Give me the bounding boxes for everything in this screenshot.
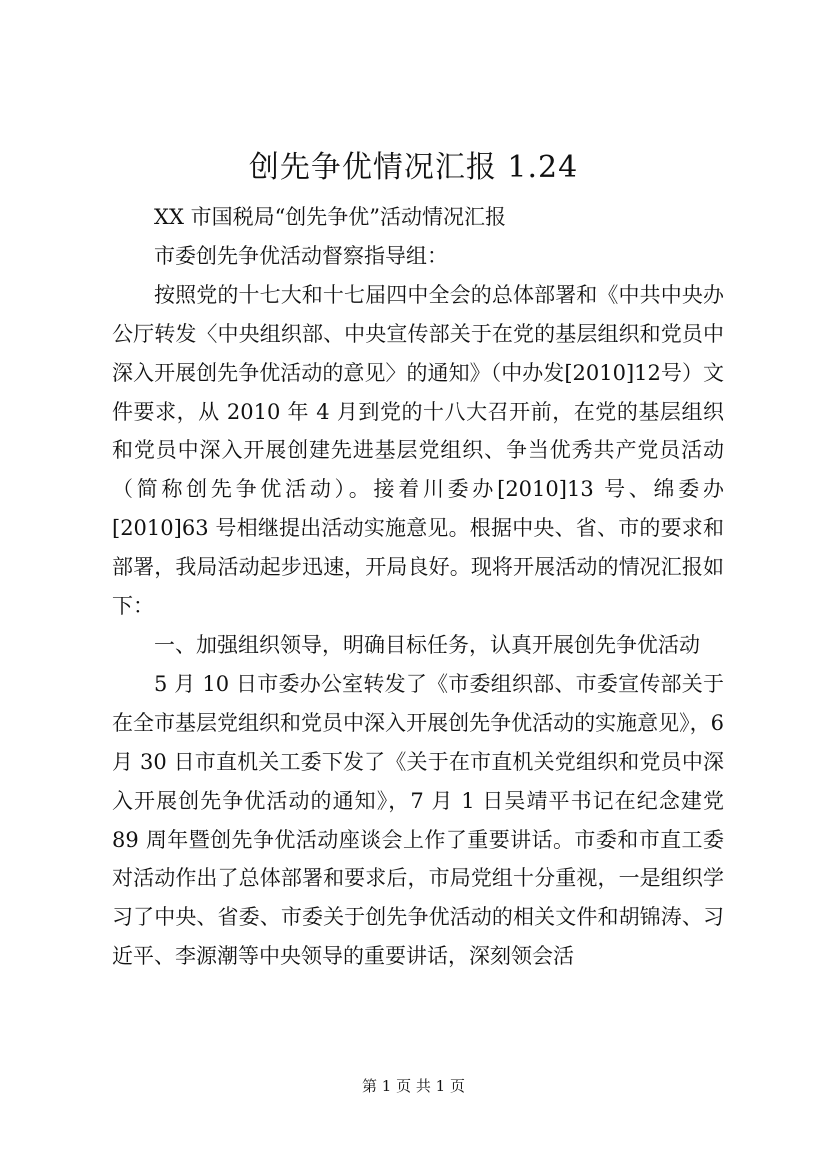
salutation-line: 市委创先争优活动督察指导组： (154, 243, 448, 268)
document-body (112, 198, 724, 976)
report-heading-line: XX 市国税局“创先争优”活动情况汇报 (154, 205, 507, 229)
body-paragraph-intro: 按照党的十七大和十七届四中全会的总体部署和《中共中央办公厅转发〈中央组织部、中央宣传部关于在党的基层组织和党员中深入开展创先争优活动的意见〉的通知》（中办发[2010]12号）文件要求，从 2010 年 4 月到党的十八大召开前，在党的基层组织和党员中深入开展创建先进基层党组织、争当优秀共产党员活动（简称创先争优活动）。接着川委办[2010]13 号、绵委办[2010]63 号相继提出活动实施意见。根据中央、省、市的要求和部署，我局活动起步迅速，开局良好。现将开展活动的情况汇报如下： (112, 282, 724, 619)
document-title: 创先争优情况汇报 1.24 (248, 150, 579, 185)
page-footer: 第 1 页 共 1 页 (362, 1077, 465, 1095)
body-paragraph-section-1: 5 月 10 日市委办公室转发了《市委组织部、市委宣传部关于在全市基层党组织和党员中深入开展创先争优活动的实施意见》，6 月 30 日市直机关工委下发了《关于在市直机关党组织和党员中深入开展创先争优活动的通知》，7 月 1 日吴靖平书记在纪念建党 89 周年暨创先争优活动座谈会上作了重要讲话。市委和市直工委对活动作出了总体部署和要求后，市局党组十分重视，一是组织学习了中央、省委、市委关于创先争优活动的相关文件和胡锦涛、习近平、李源潮等中央领导的重要讲话，深刻领会活 (112, 671, 724, 969)
section-heading-1: 一、加强组织领导，明确目标任务，认真开展创先争优活动 (154, 632, 700, 657)
